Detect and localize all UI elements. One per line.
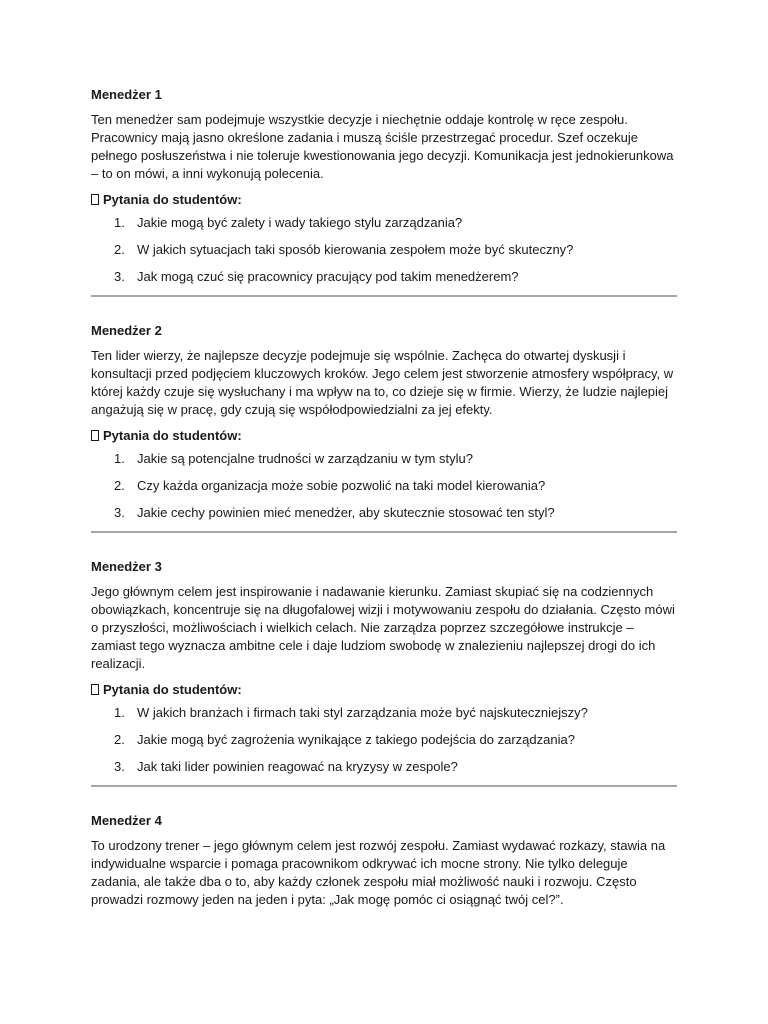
questions-heading <box>91 681 677 698</box>
list-item <box>91 450 677 467</box>
section-divider <box>91 531 677 533</box>
list-number: 3. <box>114 505 125 520</box>
section-divider <box>91 295 677 297</box>
question-text: W jakich branżach i firmach taki styl zarządzania może być najskuteczniejszy? <box>137 705 588 720</box>
question-text: Jakie mogą być zagrożenia wynikające z takiego podejścia do zarządzania? <box>137 732 575 747</box>
section-manager-4 <box>91 812 677 909</box>
section-heading: Menedżer 3 <box>91 559 162 574</box>
section-paragraph: Ten menedżer sam podejmuje wszystkie decyzje i niechętnie oddaje kontrolę w ręce zespołu. Pracownicy mają jasno określone zadania i muszą ściśle przestrzegać procedur. Szef oczekuje pełnego posłuszeństwa i nie toleruje kwestionowania jego decyzji. Komunikacja jest jednokierunkowa – to on mówi, a inni wykonują polecenia. <box>91 112 674 181</box>
list-number: 1. <box>114 705 125 720</box>
questions-heading-label: Pytania do studentów: <box>103 192 242 207</box>
list-number: 3. <box>114 269 125 284</box>
list-number: 1. <box>114 215 125 230</box>
section-manager-2 <box>91 322 677 533</box>
section-paragraph: To urodzony trener – jego głównym celem jest rozwój zespołu. Zamiast wydawać rozkazy, stawia na indywidualne wsparcie i pomaga pracownikom odkrywać ich mocne strony. Nie tylko deleguje zadania, ale także dba o to, aby każdy członek zespołu miał możliwość nauki i rozwoju. Często prowadzi rozmowy jeden na jeden i pyta: „Jak mogę pomóc ci osiągnąć twój cel?”. <box>91 838 666 907</box>
missing-glyph-icon <box>91 684 99 695</box>
list-item <box>91 704 677 721</box>
section-heading: Menedżer 2 <box>91 323 162 338</box>
list-item <box>91 758 677 775</box>
question-text: W jakich sytuacjach taki sposób kierowania zespołem może być skuteczny? <box>137 242 574 257</box>
question-text: Jakie mogą być zalety i wady takiego stylu zarządzania? <box>137 215 463 230</box>
question-list <box>91 450 677 521</box>
questions-heading-label: Pytania do studentów: <box>103 428 242 443</box>
list-item <box>91 504 677 521</box>
question-text: Jak taki lider powinien reagować na kryzysy w zespole? <box>137 759 458 774</box>
section-heading: Menedżer 4 <box>91 813 162 828</box>
list-number: 1. <box>114 451 125 466</box>
questions-heading-label: Pytania do studentów: <box>103 682 242 697</box>
question-text: Jakie są potencjalne trudności w zarządzaniu w tym stylu? <box>137 451 473 466</box>
questions-heading <box>91 191 677 208</box>
list-item <box>91 214 677 231</box>
question-text: Jak mogą czuć się pracownicy pracujący pod takim menedżerem? <box>137 269 519 284</box>
list-item <box>91 241 677 258</box>
section-paragraph: Jego głównym celem jest inspirowanie i nadawanie kierunku. Zamiast skupiać się na codziennych obowiązkach, koncentruje się na długofalowej wizji i motywowaniu zespołu do działania. Często mówi o przyszłości, możliwościach i wielkich celach. Nie zarządza poprzez szczegółowe instrukcje – zamiast tego wyznacza ambitne cele i daje ludziom swobodę w znalezieniu najlepszej drogi do ich realizacji. <box>91 584 675 671</box>
list-item <box>91 268 677 285</box>
missing-glyph-icon <box>91 430 99 441</box>
question-text: Czy każda organizacja może sobie pozwolić na taki model kierowania? <box>137 478 546 493</box>
list-item <box>91 477 677 494</box>
section-manager-3 <box>91 558 677 787</box>
section-paragraph: Ten lider wierzy, że najlepsze decyzje podejmuje się wspólnie. Zachęca do otwartej dyskusji i konsultacji przed podjęciem kluczowych kroków. Jego celem jest stworzenie atmosfery współpracy, w której każdy czuje się wysłuchany i ma wpływ na to, co dzieje się w firmie. Wierzy, że ludzie najlepiej angażują się w pracę, gdy czują się współodpowiedzialni za jej efekty. <box>91 348 674 417</box>
section-divider <box>91 785 677 787</box>
question-text: Jakie cechy powinien mieć menedżer, aby skutecznie stosować ten styl? <box>137 505 555 520</box>
question-list <box>91 214 677 285</box>
question-list <box>91 704 677 775</box>
section-heading: Menedżer 1 <box>91 87 162 102</box>
list-number: 3. <box>114 759 125 774</box>
list-number: 2. <box>114 478 125 493</box>
list-number: 2. <box>114 242 125 257</box>
section-manager-1 <box>91 86 677 297</box>
missing-glyph-icon <box>91 194 99 205</box>
list-number: 2. <box>114 732 125 747</box>
questions-heading <box>91 427 677 444</box>
list-item <box>91 731 677 748</box>
